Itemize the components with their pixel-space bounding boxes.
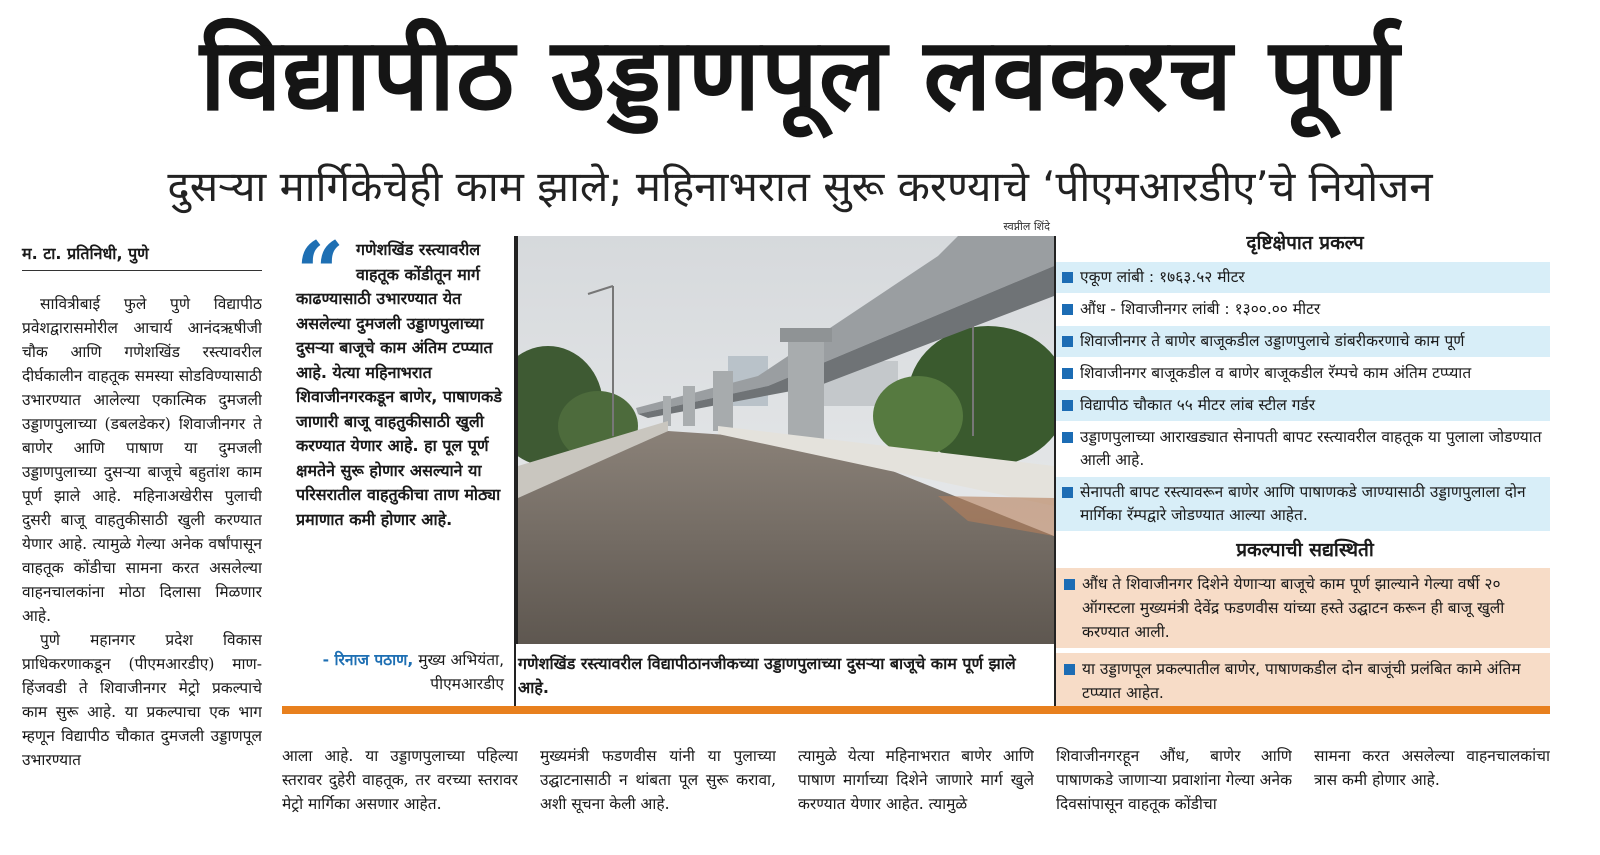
- byline: म. टा. प्रतिनिधी, पुणे: [22, 244, 149, 263]
- headline: विद्यापीठ उड्डाणपूल लवकरच पूर्ण: [199, 16, 1401, 133]
- fact-item: शिवाजीनगर ते बाणेर बाजूकडील उड्डाणपुलाचे डांबरीकरणाचे काम पूर्ण: [1056, 326, 1550, 358]
- pull-quote-text-wrap: [296, 223, 506, 532]
- facts-title: दृष्टिक्षेपात प्रकल्प: [1246, 232, 1364, 254]
- pull-quote-attribution: [296, 648, 504, 696]
- flyover-photo: [516, 236, 1054, 644]
- photo-credit: स्वप्नील शिंदे: [1003, 220, 1050, 233]
- quote-mark-icon: “: [296, 223, 345, 322]
- photo-left-rule: [514, 236, 516, 706]
- article-column-6: सामना करत असलेल्या वाहनचालकांचा त्रास कमी होणार आहे.: [1314, 747, 1550, 789]
- status-item: या उड्डाणपूल प्रकल्पातील बाणेर, पाषाणकडील दोन बाजूंची प्रलंबित कामे अंतिम टप्प्यात आहेत.: [1056, 653, 1550, 709]
- fact-item: विद्यापीठ चौकात ५५ मीटर लांब स्टील गर्डर: [1056, 390, 1550, 422]
- flyover-photo-illustration: [518, 236, 1054, 644]
- facts-list: [1056, 262, 1550, 532]
- article-column-3: मुख्यमंत्री फडणवीस यांनी या पुलाच्या उद्घाटनासाठी न थांबता पूल सुरू करावा, अशी सूचना केली आहे.: [540, 747, 776, 813]
- article-paragraph-2: पुणे महानगर प्रदेश विकास प्राधिकरणाकडून (पीएमआरडीए) माण-हिंजवडी ते शिवाजीनगर मेट्रो प्रकल्पाचे काम सुरू आहे. या प्रकल्पाचा एक भाग म्हणून विद्यापीठ चौकात दुमजली उड्डाणपूल उभारण्यात: [22, 631, 262, 769]
- subheadline: दुसऱ्या मार्गिकेचेही काम झाले; महिनाभरात सुरू करण्याचे ‘पीएमआरडीए’चे नियोजन: [167, 162, 1433, 211]
- section-divider: [282, 706, 1550, 714]
- article-paragraph-1: सावित्रीबाई फुले पुणे विद्यापीठ प्रवेशद्वारासमोरील आचार्य आनंदऋषीजी चौक आणि गणेशखिंड रस्त्यावरील दीर्घकालीन वाहतूक समस्या सोडविण्यासाठी उभारण्यात आलेल्या एकात्मिक दुमजली उड्डाणपुलाच्या (डबलडेकर) शिवाजीनगर ते बाणेर आणि पाषाण या दुमजली उड्डाणपुलाच्या दुसऱ्या बाजूचे बहुतांश काम पूर्ण झाले आहे. महिनाअखेरीस पुलाची दुसरी बाजू वाहतुकीसाठी खुली करण्यात येणार आहे. त्यामुळे गेल्या अनेक वर्षांपासून वाहतूक कोंडीचा सामना करत असलेल्या वाहनचालकांना मोठा दिलासा मिळणार आहे.: [22, 295, 262, 625]
- fact-item: एकूण लांबी : १७६३.५२ मीटर: [1056, 262, 1550, 294]
- status-list: [1056, 568, 1550, 714]
- fact-item: शिवाजीनगर बाजूकडील व बाणेर बाजूकडील रॅम्पचे काम अंतिम टप्प्यात: [1056, 358, 1550, 390]
- pull-quote: [296, 223, 506, 708]
- fact-item: औंध - शिवाजीनगर लांबी : १३००.०० मीटर: [1056, 294, 1550, 326]
- pull-quote-text: गणेशखिंड रस्त्यावरील वाहतूक कोंडीतून मार्ग काढण्यासाठी उभारण्यात येत असलेल्या दुमजली उड्डाणपुलाच्या दुसऱ्या बाजूचे काम अंतिम टप्प्यात आहे. येत्या महिनाभरात शिवाजीनगरकडून बाणेर, पाषाणकडे जाणारी बाजू वाहतुकीसाठी खुली करण्यात येणार आहे. हा पूल पूर्ण क्षमतेने सुरू होणार असल्याने या परिसरातील वाहतुकीचा ताण मोठ्या प्रमाणात कमी होणार आहे.: [296, 240, 502, 529]
- article-column-1: [22, 292, 262, 832]
- quote-author-name: - रिनाज पठाण,: [322, 651, 414, 669]
- byline-rule: [22, 270, 262, 271]
- article-column-2: आला आहे. या उड्डाणपुलाच्या पहिल्या स्तरावर दुहेरी वाहतूक, तर वरच्या स्तरावर मेट्रो मार्गिका असणार आहेत.: [282, 747, 518, 813]
- status-item: औंध ते शिवाजीनगर दिशेने येणाऱ्या बाजूचे काम पूर्ण झाल्याने गेल्या वर्षी २० ऑगस्टला मुख्यमंत्री देवेंद्र फडणवीस यांच्या हस्ते उद्घाटन करून ही बाजू खुली करण्यात आली.: [1056, 568, 1550, 648]
- fact-item: सेनापती बापट रस्त्यावरून बाणेर आणि पाषाणकडे जाण्यासाठी उड्डाणपुलाला दोन मार्गिका रॅम्पद्वारे जोडण्यात आल्या आहेत.: [1056, 477, 1550, 532]
- fact-item: उड्डाणपुलाच्या आराखड्यात सेनापती बापट रस्त्यावरील वाहतूक या पुलाला जोडण्यात आली आहे.: [1056, 422, 1550, 477]
- status-title: प्रकल्पाची सद्यस्थिती: [1236, 539, 1374, 561]
- quote-author-role: मुख्य अभियंता, पीएमआरडीए: [418, 651, 504, 693]
- photo-caption: गणेशखिंड रस्त्यावरील विद्यापीठानजीकच्या उड्डाणपुलाच्या दुसऱ्या बाजूचे काम पूर्ण झाले आहे.: [518, 654, 1016, 697]
- article-column-5: शिवाजीनगरहून औंध, बाणेर आणि पाषाणकडे जाणाऱ्या प्रवाशांना गेल्या अनेक दिवसांपासून वाहतूक कोंडीचा: [1056, 747, 1292, 813]
- article-column-4: त्यामुळे येत्या महिनाभरात बाणेर आणि पाषाण मार्गाच्या दिशेने जाणारे मार्ग खुले करण्यात येणार आहेत. त्यामुळे: [798, 747, 1034, 813]
